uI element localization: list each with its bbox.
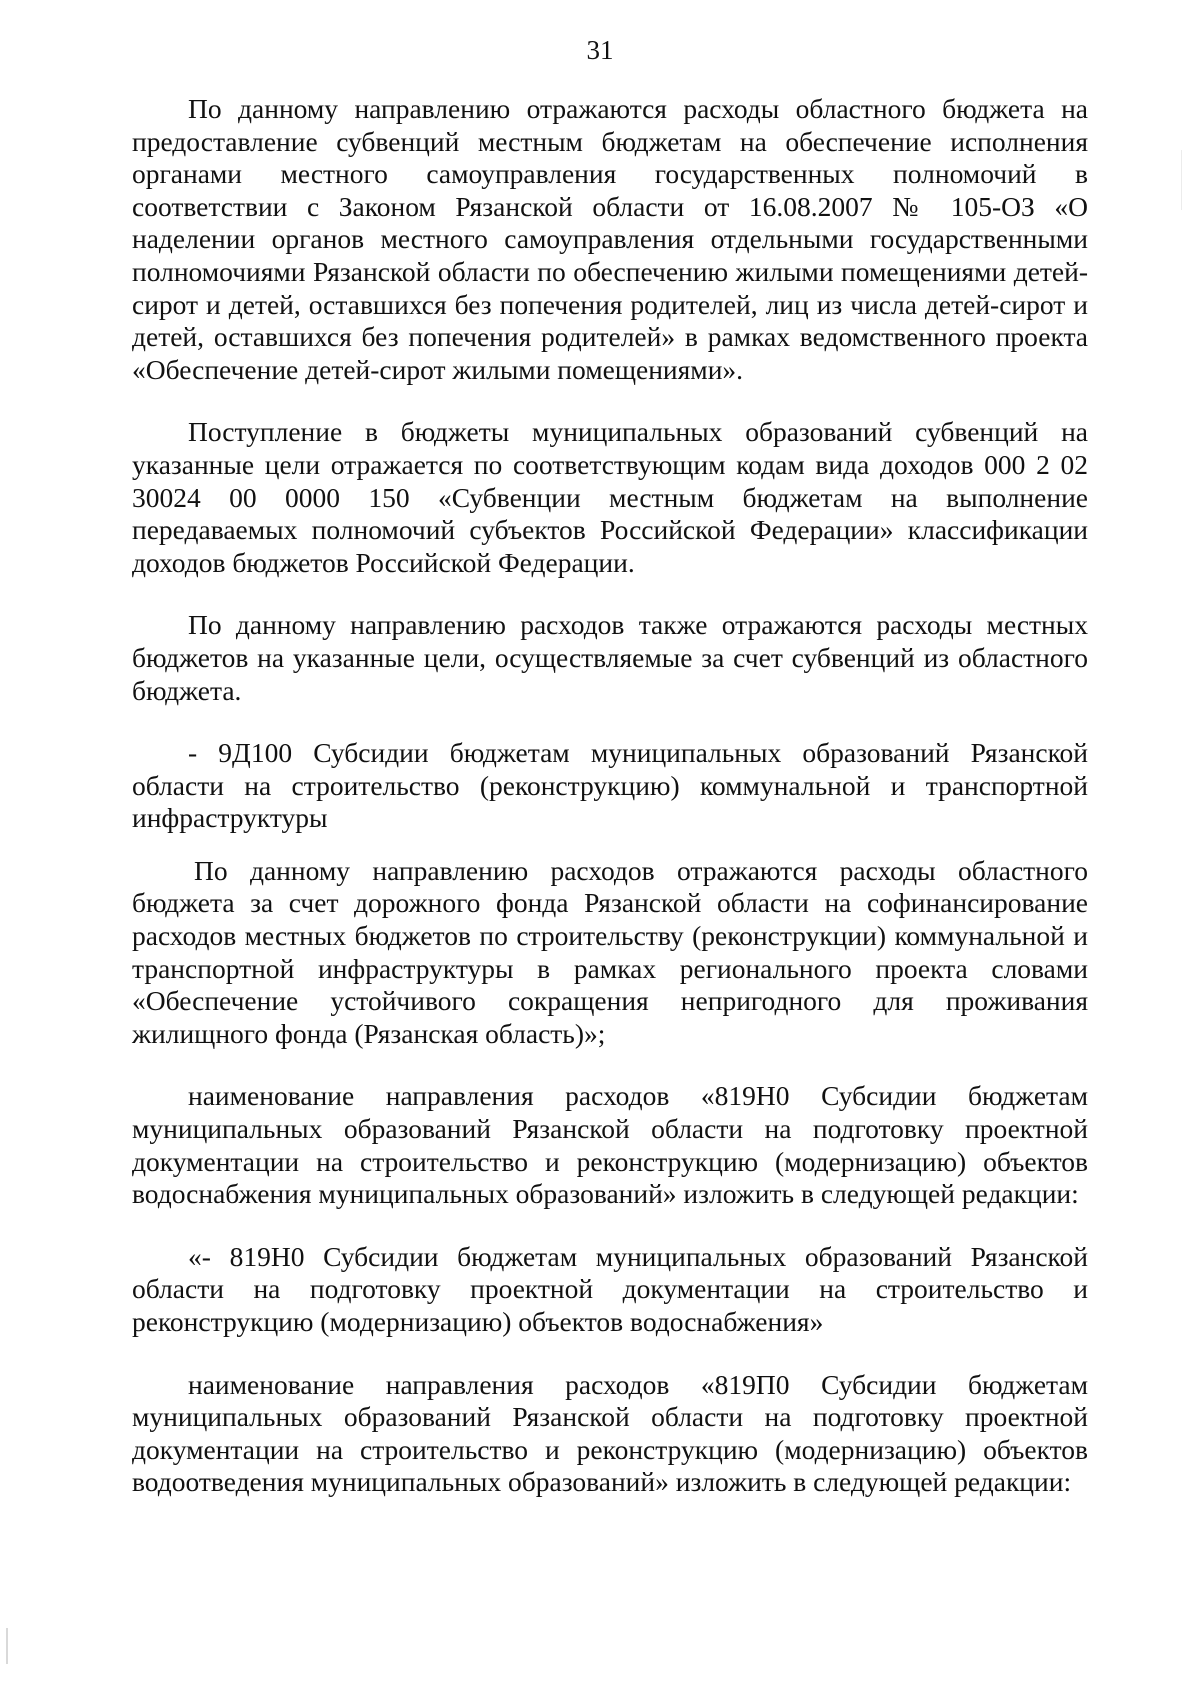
paragraph-income-codes: Поступление в бюджеты муниципальных образований субвенций на указанные цели отражается по соответствующим кодам вида доходов 000 2 02 30024 00 0000 150 «Субвенции местным бюджетам на выполнение передаваемых полномочий субъектов Российской Федерации» классификации доходов бюджетов Российской Федерации. bbox=[132, 416, 1088, 578]
page-number: 31 bbox=[586, 35, 614, 65]
paragraph-819p0-rename: наименование направления расходов «819П0 Субсидии бюджетам муниципальных образований Рязанской области на подготовку проектной документации на строительство и реконструкцию (модернизацию) объектов водоотведения муниципальных образований» изложить в следующей редакции: bbox=[132, 1368, 1088, 1498]
paragraph-9d100-heading: - 9Д100 Субсидии бюджетам муниципальных образований Рязанской области на строительство (реконструкцию) коммунальной и транспортной инфраструктуры bbox=[132, 737, 1088, 834]
paragraph-subventions-orphans: По данному направлению отражаются расходы областного бюджета на предоставление субвенций местным бюджетам на обеспечение исполнения органами местного самоуправления государственных полномочий в соответствии с Законом Рязанской области от 16.08.2007 № 105-ОЗ «О наделении органов местного самоуправления отдельными государственными полномочиями Рязанской области по обеспечению жилыми помещениями детей-сирот и детей, оставшихся без попечения родителей, лиц из числа детей-сирот и детей, оставшихся без попечения родителей» в рамках ведомственного проекта «Обеспечение детей-сирот жилыми помещениями». bbox=[132, 93, 1088, 385]
paragraph-9d100-description: По данному направлению расходов отражаются расходы областного бюджета за счет дорожного фонда Рязанской области на софинансирование расходов местных бюджетов по строительству (реконструкции) коммунальной и транспортной инфраструктуры в рамках регионального проекта словами «Обеспечение устойчивого сокращения непригодного для проживания жилищного фонда (Рязанская область)»; bbox=[132, 854, 1088, 1049]
paragraph-gap bbox=[132, 835, 1088, 855]
paragraph-gap bbox=[132, 579, 1088, 609]
paragraph-gap bbox=[132, 386, 1088, 416]
paragraph-local-budgets: По данному направлению расходов также отражаются расходы местных бюджетов на указанные цели, осуществляемые за счет субвенций из областного бюджета. bbox=[132, 609, 1088, 706]
paragraph-819n0-new-name: «- 819Н0 Субсидии бюджетам муниципальных образований Рязанской области на подготовку проектной документации на строительство и реконструкцию (модернизацию) объектов водоснабжения» bbox=[132, 1240, 1088, 1337]
paragraph-gap bbox=[132, 1339, 1088, 1369]
scan-artifact bbox=[1181, 150, 1182, 210]
paragraph-819n0-rename: наименование направления расходов «819Н0 Субсидии бюджетам муниципальных образований Рязанской области на подготовку проектной документации на строительство и реконструкцию (модернизацию) объектов водоснабжения муниципальных образований» изложить в следующей редакции: bbox=[132, 1080, 1088, 1210]
paragraph-gap bbox=[132, 1050, 1088, 1080]
document-body bbox=[132, 93, 1088, 1499]
scan-artifact bbox=[6, 1628, 8, 1664]
paragraph-gap bbox=[132, 707, 1088, 737]
paragraph-gap bbox=[132, 1211, 1088, 1241]
